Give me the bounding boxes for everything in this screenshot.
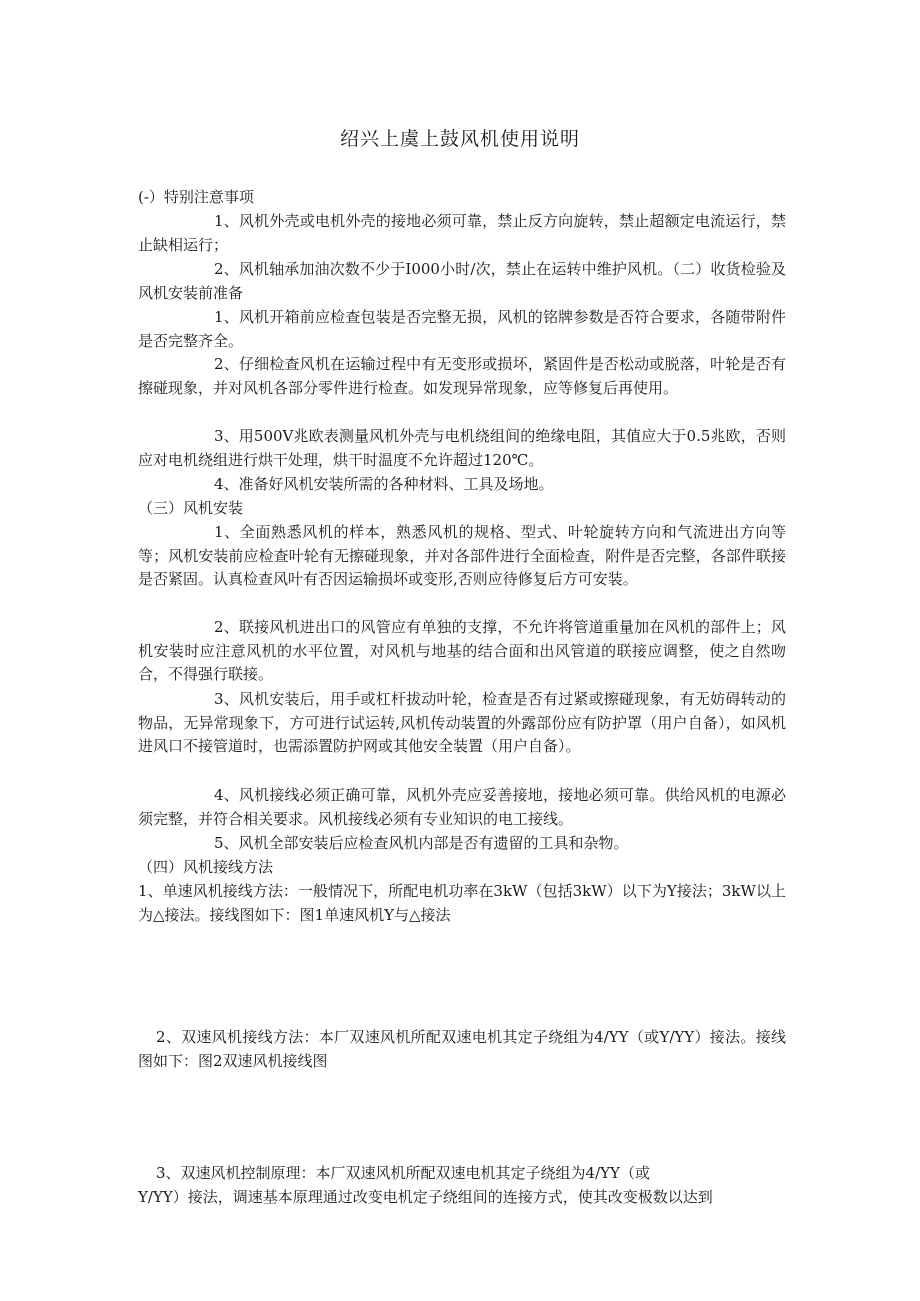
section-heading-wiring: （四）风机接线方法 — [138, 858, 274, 876]
section-heading-installation: （三）风机安装 — [138, 499, 244, 517]
paragraph-s1-2: 2、风机轴承加油次数不少于I000小时/次，禁止在运转中维护风机。（二）收货检验及风机安装前准备 — [138, 260, 786, 302]
document-title: 绍兴上虞上鼓风机使用说明 — [339, 128, 580, 150]
paragraph-s3-5: 5、风机全部安装后应检查风机内部是否有遗留的工具和杂物。 — [214, 834, 629, 852]
paragraph-s4-2: 2、双速风机接线方法：本厂双速风机所配双速电机其定子绕组为4/YY（或Y/YY）接法。接线图如下：图2双速风机接线图 — [138, 1028, 786, 1070]
paragraph-s2-1: 1、风机开箱前应检查包装是否完整无损，风机的铭牌参数是否符合要求，各随带附件是否完整齐全。 — [138, 308, 786, 350]
paragraph-s3-1: 1、全面熟悉风机的样本，熟悉风机的规格、型式、叶轮旋转方向和气流进出方向等等；风机安装前应检查叶轮有无擦碰现象，并对各部件进行全面检查，附件是否完整，各部件联接是否紧固。认真检查风叶有否因运输损坏或变形,否则应待修复后方可安装。 — [138, 523, 786, 588]
paragraph-s1-1: 1、风机外壳或电机外壳的接地必须可靠，禁止反方向旋转，禁止超额定电流运行，禁止缺相运行； — [138, 212, 786, 254]
paragraph-s3-3: 3、风机安装后，用手或杠杆拔动叶轮，检查是否有过紧或擦碰现象，有无妨碍转动的物品，无异常现象下，方可进行试运转,风机传动装置的外露部份应有防护罩（用户自备），如风机进风口不接管道时，也需添置防护网或其他安全装置（用户自备）。 — [138, 690, 786, 755]
paragraph-s4-3-line2: Y/YY）接法，调速基本原理通过改变电机定子绕组间的连接方式，使其改变极数以达到 — [138, 1188, 713, 1206]
paragraph-s2-3: 3、用500V兆欧表测量风机外壳与电机绕组间的绝缘电阻，其值应大于0.5兆欧，否则应对电机绕组进行烘干处理，烘干时温度不允许超过120℃。 — [138, 427, 786, 469]
paragraph-s4-1: 1、单速风机接线方法：一般情况下，所配电机功率在3kW（包括3kW）以下为Y接法；3kW以上为△接法。接线图如下：图1单速风机Y与△接法 — [138, 882, 786, 924]
section-heading-special-notes: (-）特别注意事项 — [138, 188, 254, 206]
paragraph-s3-2: 2、联接风机进出口的风管应有单独的支撑，不允许将管道重量加在风机的部件上；风机安装时应注意风机的水平位置，对风机与地基的结合面和出风管道的联接应调整，使之自然吻合，不得强行联接。 — [138, 618, 786, 683]
paragraph-s2-2: 2、仔细检查风机在运输过程中有无变形或损坏，紧固件是否松动或脱落，叶轮是否有擦碰现象，并对风机各部分零件进行检查。如发现异常现象，应等修复后再使用。 — [138, 355, 786, 397]
paragraph-s4-3-line1: 3、双速风机控制原理：本厂双速风机所配双速电机其定子绕组为4/YY（或 — [156, 1164, 650, 1182]
paragraph-s3-4: 4、风机接线必须正确可靠，风机外壳应妥善接地，接地必须可靠。供给风机的电源必须完整，并符合相关要求。风机接线必须有专业知识的电工接线。 — [138, 786, 786, 828]
paragraph-s2-4: 4、准备好风机安装所需的各种材料、工具及场地。 — [214, 475, 554, 493]
